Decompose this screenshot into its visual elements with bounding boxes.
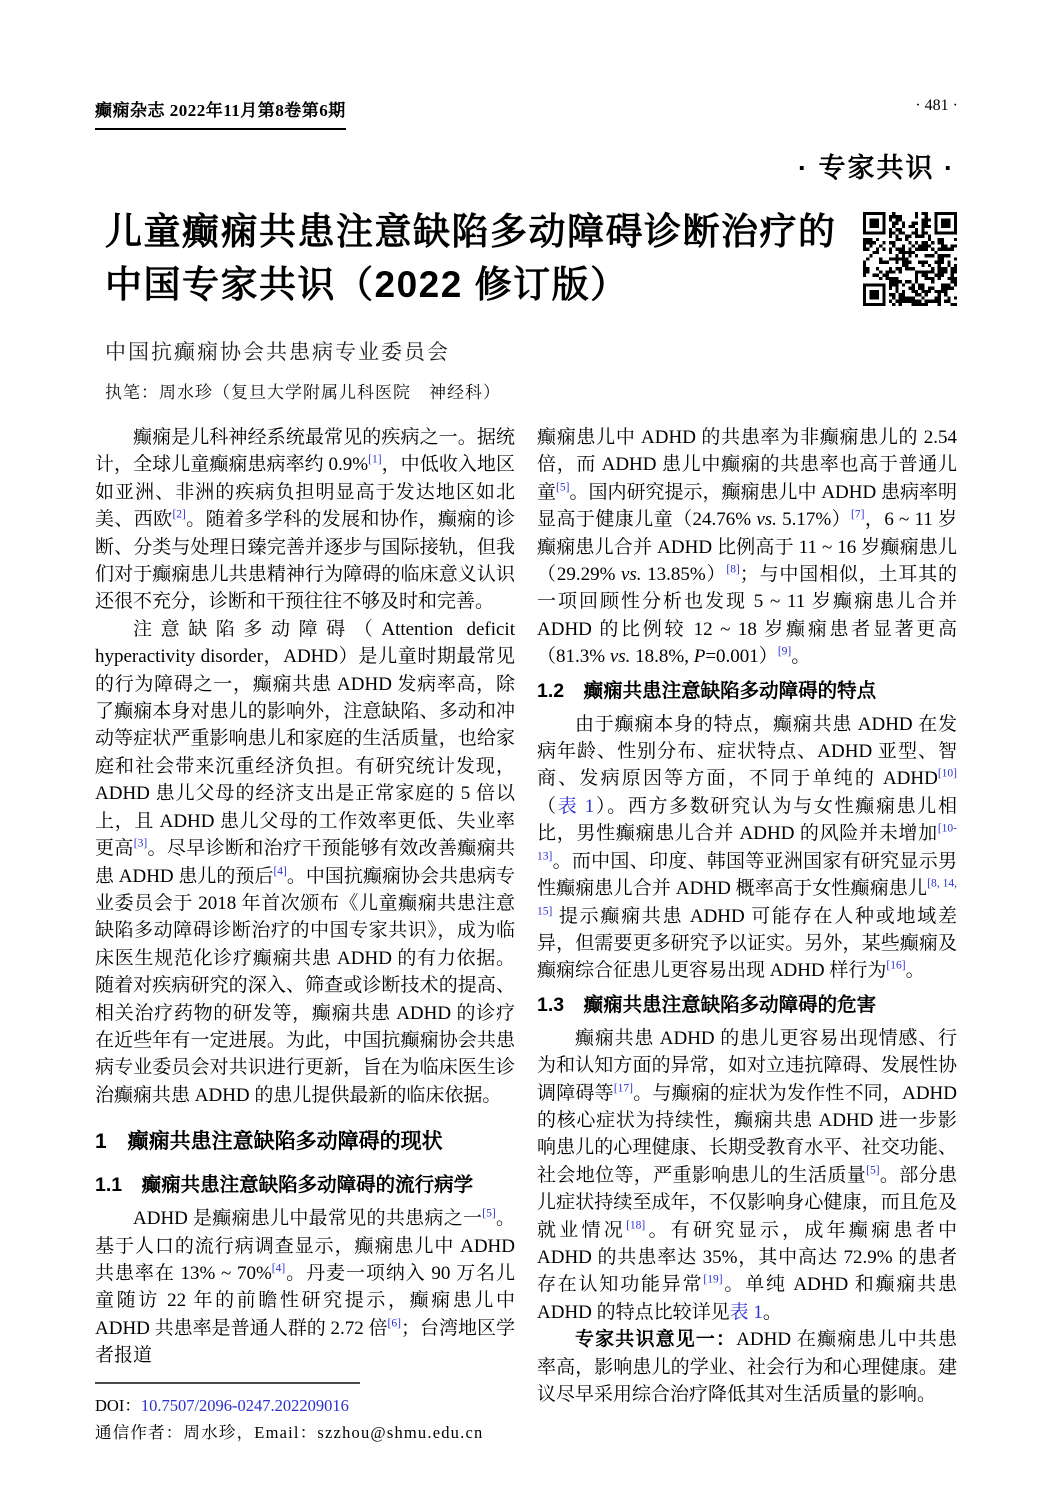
section-heading: 1.3 癫痫共患注意缺陷多动障碍的危害	[537, 993, 877, 1016]
text-run: （	[537, 795, 558, 817]
text-run: =0.001）	[705, 646, 778, 668]
italic-text: vs.	[609, 646, 631, 668]
section-heading: 1 癫痫共患注意缺陷多动障碍的现状	[95, 1130, 443, 1154]
article-body	[95, 424, 957, 1447]
paragraph	[537, 1025, 957, 1326]
text-run: 。	[762, 1301, 782, 1323]
text-run: 18.8%,	[630, 646, 694, 668]
page-number: · 481 ·	[915, 97, 958, 114]
text-run: 由于癫痫本身的特点，癫痫共患 ADHD 在发病年龄、性别分布、症状特点、ADHD 亚型、智商、发病原因等方面，不同于单纯的 ADHD	[537, 713, 957, 790]
article-title	[105, 205, 837, 311]
paragraph	[537, 424, 957, 671]
footnote	[95, 1382, 515, 1447]
italic-text: vs.	[756, 509, 777, 531]
reference-citation-link[interactable]: [17]	[613, 1082, 633, 1095]
text-run: ）。西方多数研究认为与女性癫痫患儿相比，男性癫痫患儿合并 ADHD 的风险并未增加	[537, 795, 957, 845]
italic-text: vs.	[620, 564, 642, 586]
doi-label: DOI：	[95, 1395, 141, 1415]
text-run: 。尽早诊断和治疗干预能够有效改善癫痫共患 ADHD 患儿的预后	[95, 838, 515, 887]
author-organization: 中国抗癫痫协会共患病专业委员会	[105, 340, 450, 364]
table-link[interactable]: 表 1	[729, 1301, 763, 1323]
text-run: ADHD 是癫痫患儿中最常见的共患病之一	[133, 1208, 483, 1230]
text-run: 。	[791, 646, 811, 668]
reference-citation-link[interactable]: [2]	[172, 508, 186, 521]
text-run: 5.17%）	[776, 509, 852, 531]
text-run: 。	[905, 960, 925, 982]
reference-citation-link[interactable]: [5]	[482, 1207, 496, 1220]
text-run: ；台湾地区学者报道	[95, 1317, 515, 1367]
paragraph	[95, 1205, 515, 1369]
text-run: ，中低收入地区如亚洲、非洲的疾病负担明显高于发达地区如北美、西欧	[95, 454, 515, 531]
reference-citation-link[interactable]: [4]	[273, 865, 287, 878]
text-run: 癫痫患儿中 ADHD 的共患率为非癫痫患儿的 2.54 倍，而 ADHD 患儿中癫痫的共患率也高于普通儿童	[537, 427, 957, 503]
text-run: 注意缺陷多动障碍（Attention deficit hyperactivity disorder，ADHD）是儿童时期最常见的行为障碍之一，癫痫共患 ADHD 发病率高，除了癫痫本身对患儿的影响外，注意缺陷、多动和冲动等症状严重影响患儿和家庭的生活质量，也给家庭和社会带来沉重经济负担。有研究统计发现，ADHD 患儿父母的经济支出是正常家庭的 5 倍以上，且 ADHD 患儿父母的工作效率更低、失业率更高	[95, 618, 515, 860]
right-column	[537, 424, 957, 1447]
section-heading: 1.2 癫痫共患注意缺陷多动障碍的特点	[537, 679, 877, 702]
reference-citation-link[interactable]: [16]	[886, 959, 906, 972]
paragraph	[537, 1326, 957, 1408]
text-run: 癫痫是儿科神经系统最常见的疾病之一。据统计，全球儿童癫痫患病率约 0.9%	[95, 427, 515, 476]
footnote-divider	[95, 1382, 360, 1384]
doi-line	[95, 1392, 515, 1420]
text-run: 。基于人口的流行病调查显示，癫痫患儿中 ADHD 共患率在 13% ~ 70%	[95, 1208, 515, 1284]
reference-citation-link[interactable]: [7]	[851, 508, 865, 521]
reference-citation-link[interactable]: [3]	[133, 837, 148, 850]
reference-citation-link[interactable]: [5]	[866, 1164, 880, 1177]
section-heading: 1.1 癫痫共患注意缺陷多动障碍的流行病学	[95, 1174, 474, 1197]
reference-citation-link[interactable]: [6]	[387, 1317, 401, 1330]
text-run: 。中国抗癫痫协会共患病专业委员会于 2018 年首次颁布《儿童癫痫共患注意缺陷多动障碍诊断治疗的中国专家共识》，成为临床医生规范化诊疗癫痫共患 ADHD 的有力依据。随着对疾病研究的深入、筛查或诊断技术的提高、相关治疗药物的研发等，癫痫共患 ADHD 的诊疗在近些年有一定进展。为此，中国抗癫痫协会共患病专业委员会对共识进行更新，旨在为临床医生诊治癫痫共患 ADHD 的患儿提供最新的临床依据。	[95, 865, 515, 1106]
text-run: 。部分患儿症状持续至成年，不仅影响身心健康，而且危及就业情况	[537, 1164, 957, 1241]
article-title-line2: 中国专家共识（2022 修订版）	[105, 264, 629, 305]
journal-name: 癫痫杂志 2022年11月第8卷第6期	[95, 96, 346, 130]
table-link[interactable]: 表 1	[557, 795, 595, 817]
paragraph	[95, 616, 515, 1109]
text-run: 。国内研究提示，癫痫患儿中 ADHD 患病率明显高于健康儿童（24.76%	[537, 481, 957, 531]
writer-note: 执笔：周水珍（复旦大学附属儿科医院 神经科）	[105, 383, 501, 402]
text-run: 癫痫共患 ADHD 的患儿更容易出现情感、行为和认知方面的异常，如对立违抗障碍、发展性协调障碍等	[537, 1027, 957, 1104]
text-run: 13.85%）	[641, 564, 727, 586]
left-column	[95, 424, 515, 1447]
article-title-line1: 儿童癫痫共患注意缺陷多动障碍诊断治疗的	[105, 211, 837, 252]
text-run: ；与中国相似，土耳其的一项回顾性分析也发现 5 ~ 11 岁癫痫患儿合并 ADHD 的比例较 12 ~ 18 岁癫痫患者显著更高（81.3%	[537, 564, 958, 668]
text-run: 。有研究显示，成年癫痫患者中 ADHD 的共患率达 35%，其中高达 72.9% 的患者存在认知功能异常	[537, 1219, 957, 1296]
page-header	[95, 96, 958, 130]
text-run: 。与癫痫的症状为发作性不同，ADHD 的核心症状为持续性，癫痫共患 ADHD 进一步影响患儿的心理健康、长期受教育水平、社交功能、社会地位等，严重影响患儿的生活质量	[537, 1082, 957, 1186]
reference-citation-link[interactable]: [8]	[726, 563, 740, 576]
reference-citation-link[interactable]: [10]	[937, 768, 957, 781]
reference-citation-link[interactable]: [18]	[626, 1219, 646, 1232]
article-category-tag: · 专家共识 ·	[798, 153, 955, 183]
reference-citation-link[interactable]: [19]	[703, 1274, 723, 1287]
reference-citation-link[interactable]: [5]	[556, 481, 570, 494]
correspondence-note: 通信作者：周水珍，Email：szzhou@shmu.edu.cn	[95, 1423, 484, 1443]
text-run: ADHD 在癫痫患儿中共患率高，影响患儿的学业、社会行为和心理健康。建议尽早采用综合治疗降低其对生活质量的影响。	[537, 1329, 957, 1405]
consensus-opinion-lead: 专家共识意见一：	[575, 1329, 737, 1351]
text-run: 。而中国、印度、韩国等亚洲国家有研究显示男性癫痫患儿合并 ADHD 概率高于女性癫痫患儿	[537, 850, 957, 900]
text-run: 提示癫痫共患 ADHD 可能存在人种或地域差异，但需要更多研究予以证实。另外，某些癫痫及癫痫综合征患儿更容易出现 ADHD 样行为	[537, 905, 957, 982]
qr-code-icon	[863, 212, 957, 306]
text-run: 。单纯 ADHD 和癫痫共患 ADHD 的特点比较详见	[537, 1274, 957, 1323]
reference-citation-link[interactable]: [4]	[271, 1262, 286, 1275]
text-run: 。丹麦一项纳入 90 万名儿童随访 22 年的前瞻性研究提示，癫痫患儿中 ADHD 共患率是普通人群的 2.72 倍	[95, 1262, 515, 1339]
paragraph	[95, 424, 515, 616]
reference-citation-link[interactable]: [10-13]	[537, 822, 957, 863]
text-run: 。随着多学科的发展和协作，癫痫的诊断、分类与处理日臻完善并逐步与国际接轨，但我们对于癫痫患儿共患精神行为障碍的临床意义认识还很不充分，诊断和干预往往不够及时和完善。	[95, 509, 515, 613]
text-run: ，6 ~ 11 岁癫痫患儿合并 ADHD 比例高于 11 ~ 16 岁癫痫患儿（29.29%	[537, 509, 958, 586]
paragraph	[537, 711, 957, 985]
left-column-text	[95, 424, 515, 1370]
reference-citation-link[interactable]: [8, 14, 15]	[537, 877, 957, 918]
reference-citation-link[interactable]: [9]	[777, 645, 792, 658]
doi-link[interactable]: 10.7507/2096-0247.202209016	[140, 1395, 349, 1415]
italic-text: P	[693, 646, 706, 668]
reference-citation-link[interactable]: [1]	[368, 454, 382, 467]
